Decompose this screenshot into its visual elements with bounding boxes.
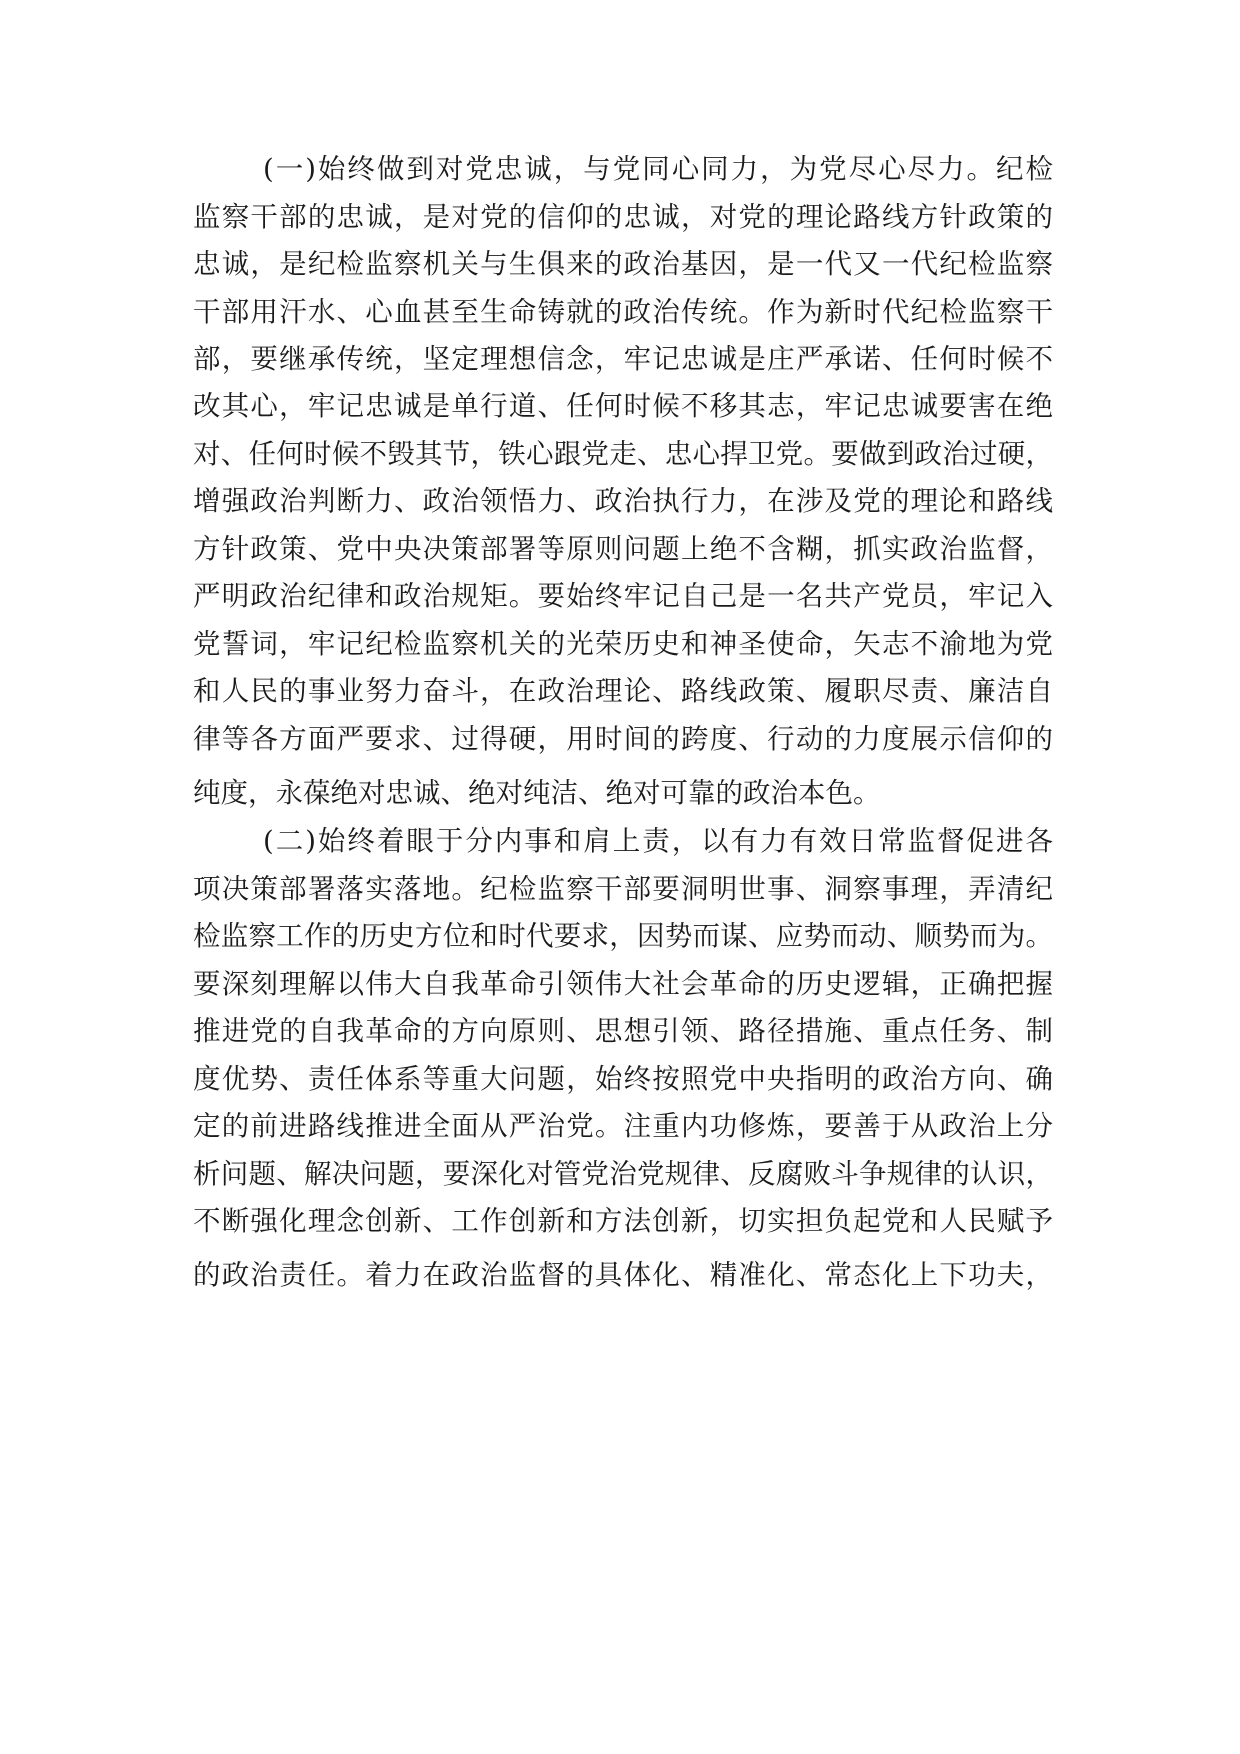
paragraph-1-line-3: 忠诚，是纪检监察机关与生俱来的政治基因，是一代又一代纪检监察 (193, 248, 1053, 280)
paragraph-1-line-6: 改其心，牢记忠诚是单行道、任何时候不移其志，牢记忠诚要害在绝 (193, 390, 1053, 422)
paragraph-1-line-8: 增强政治判断力、政治领悟力、政治执行力，在涉及党的理论和路线 (193, 485, 1053, 517)
paragraph-1-line-1: (一)始终做到对党忠诚，与党同心同力，为党尽心尽力。纪检 (263, 153, 1053, 185)
paragraph-2-line-3: 检监察工作的历史方位和时代要求，因势而谋、应势而动、顺势而为。 (193, 920, 1053, 952)
paragraph-1-line-10: 严明政治纪律和政治规矩。要始终牢记自己是一名共产党员，牢记入 (193, 580, 1053, 612)
paragraph-1-line-4: 干部用汗水、心血甚至生命铸就的政治传统。作为新时代纪检监察干 (193, 296, 1053, 328)
paragraph-1-line-11: 党誓词，牢记纪检监察机关的光荣历史和神圣使命，矢志不渝地为党 (193, 628, 1053, 660)
paragraph-2-line-8: 析问题、解决问题，要深化对管党治党规律、反腐败斗争规律的认识， (193, 1158, 1053, 1190)
paragraph-2-line-10: 的政治责任。着力在政治监督的具体化、精准化、常态化上下功夫， (193, 1259, 1053, 1291)
paragraph-1-line-7: 对、任何时候不毁其节，铁心跟党走、忠心捍卫党。要做到政治过硬， (193, 438, 1053, 470)
paragraph-1-line-14: 纯度，永葆绝对忠诚、绝对纯洁、绝对可靠的政治本色。 (193, 777, 881, 809)
paragraph-1-line-5: 部，要继承传统，坚定理想信念，牢记忠诚是庄严承诺、任何时候不 (193, 343, 1053, 375)
paragraph-1-line-9: 方针政策、党中央决策部署等原则问题上绝不含糊，抓实政治监督， (193, 533, 1053, 565)
paragraph-2-line-7: 定的前进路线推进全面从严治党。注重内功修炼，要善于从政治上分 (193, 1110, 1053, 1142)
paragraph-2-line-4: 要深刻理解以伟大自我革命引领伟大社会革命的历史逻辑，正确把握 (193, 968, 1053, 1000)
paragraph-2-line-5: 推进党的自我革命的方向原则、思想引领、路径措施、重点任务、制 (193, 1015, 1053, 1047)
paragraph-2-line-2: 项决策部署落实落地。纪检监察干部要洞明世事、洞察事理，弄清纪 (193, 873, 1053, 905)
paragraph-2-line-9: 不断强化理念创新、工作创新和方法创新，切实担负起党和人民赋予 (193, 1205, 1053, 1237)
paragraph-1-line-2: 监察干部的忠诚，是对党的信仰的忠诚，对党的理论路线方针政策的 (193, 201, 1053, 233)
paragraph-1-line-13: 律等各方面严要求、过得硬，用时间的跨度、行动的力度展示信仰的 (193, 723, 1053, 755)
paragraph-2-line-1: (二)始终着眼于分内事和肩上责，以有力有效日常监督促进各 (263, 825, 1053, 857)
paragraph-2-line-6: 度优势、责任体系等重大问题，始终按照党中央指明的政治方向、确 (193, 1063, 1053, 1095)
paragraph-1-line-12: 和人民的事业努力奋斗，在政治理论、路线政策、履职尽责、廉洁自 (193, 675, 1053, 707)
